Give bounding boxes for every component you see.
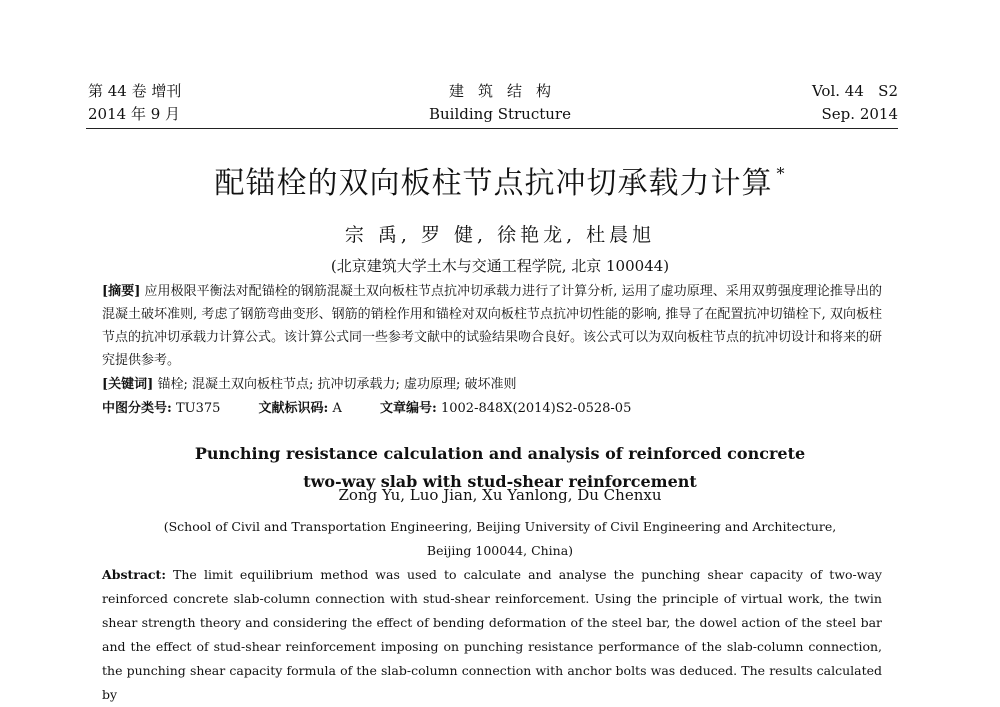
classification-row	[102, 398, 665, 420]
affiliation-en-line2: Beijing 100044, China)	[426, 543, 574, 558]
journal-name-cn: 建筑结构	[448, 82, 565, 100]
paper-title-cn	[0, 158, 1000, 202]
affiliation-en-line1: (School of Civil and Transportation Engineering, Beijing University of Civil Engineering and Architecture,	[163, 519, 837, 534]
title-footnote-marker: *	[776, 164, 786, 183]
keywords-cn-text: 锚栓; 混凝土双向板柱节点; 抗冲切承载力; 虚功原理; 破坏准则	[157, 377, 517, 392]
abstract-en-label: Abstract:	[102, 567, 166, 582]
authors-en: Zong Yu, Luo Jian, Xu Yanlong, Du Chenxu	[338, 486, 662, 504]
journal-issue-block	[812, 80, 898, 126]
affiliation-cn: (北京建筑大学土木与交通工程学院, 北京 100044)	[330, 257, 670, 275]
journal-date-en: Sep. 2014	[821, 105, 898, 123]
journal-volume-en: Vol. 44 S2	[811, 82, 898, 100]
clc-code: 中图分类号: TU375	[102, 401, 221, 416]
journal-date-cn: 2014 年 9 月	[88, 105, 181, 123]
abstract-en	[102, 563, 882, 707]
abstract-cn-label: [摘要]	[102, 284, 141, 299]
keywords-cn	[102, 374, 882, 396]
document-code: 文献标识码: A	[258, 401, 342, 416]
affiliation-en	[0, 515, 1000, 563]
authors-cn: 宗 禹, 罗 健, 徐艳龙, 杜晨旭	[344, 224, 656, 246]
header-divider	[86, 128, 898, 129]
keywords-cn-label: [关键词]	[102, 377, 154, 392]
paper-title-en-line1: Punching resistance calculation and analysis of reinforced concrete	[194, 444, 806, 463]
abstract-en-text: The limit equilibrium method was used to calculate and analyse the punching shear capacity of two-way reinforced concrete slab-column connection with stud-shear reinforcement. Using the principle of virtual work, the twin shear strength theory and considering the effect of bending deformation of the steel bar, the dowel action of the steel bar and the effect of stud-shear reinforcement imposing on punching resistance performance of the slab-column connection, the punching shear capacity formula of the slab-column connection with anchor bolts was deduced. The results calculated by	[102, 567, 882, 702]
paper-title-cn-text: 配锚栓的双向板柱节点抗冲切承载力计算	[214, 166, 773, 201]
journal-name-en: Building Structure	[429, 105, 571, 123]
paper-title-en-line2: two-way slab with stud-shear reinforcement	[303, 472, 697, 491]
journal-volume-cn: 第 44 卷 增刊	[88, 82, 182, 100]
abstract-cn-text: 应用极限平衡法对配锚栓的钢筋混凝土双向板柱节点抗冲切承载力进行了计算分析, 运用了虚功原理、采用双剪强度理论推导出的混凝土破坏准则, 考虑了钢筋弯曲变形、钢筋的销栓作用和锚栓对双向板柱节点抗冲切性能的影响, 推导了在配置抗冲切锚栓下, 双向板柱节点的抗冲切承载力计算公式。该计算公式同一些参考文献中的试验结果吻合良好。该公式可以为双向板柱节点的抗冲切设计和将来的研究提供参考。	[102, 284, 883, 368]
article-number: 文章编号: 1002-848X(2014)S2-0528-05	[380, 401, 632, 416]
abstract-cn	[102, 280, 882, 372]
